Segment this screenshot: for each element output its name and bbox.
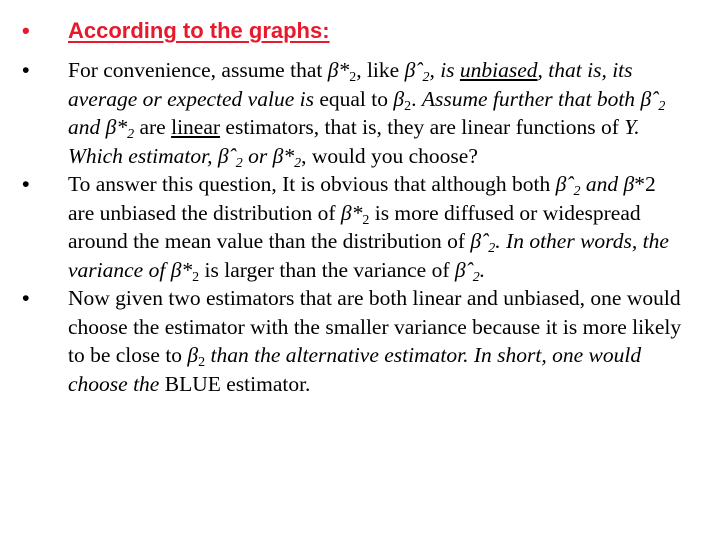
linear-term: linear [171,115,221,139]
title-bullet: • [22,18,30,43]
bullet: • [22,172,30,196]
bullet: • [22,58,30,82]
list-item-answer: • To answer this question, It is obvious that although both βˆ$_2$ and β*2 are unbiased the distribution of $\beta*_2$ is more diffused or widespread around the mean value than the distribution of βˆ$_2$. In other words, the variance of $\beta*_2$ is larger than the variance of βˆ$_2$. [22,172,669,285]
bullet-list [22,56,682,398]
bullet: • [22,286,30,310]
list-item-blue: • Now given two estimators that are both linear and unbiased, one would choose the estimator with the smaller variance because it is more likely to be close to $\beta_2$ than the alternative estimator. In short, one would choose the BLUE estimator. [22,286,682,396]
title-text: According to the graphs: [68,18,330,43]
unbiased-term: unbiased [459,58,538,82]
slide-title [22,18,330,44]
list-item-convenience: • For convenience, assume that $\beta*_2$, like βˆ$_2$, is unbiased, that is, its average or expected value is equal to $\beta_2$. Assume further that both βˆ$_2$ and $\beta*_2$ are linear estimators, that is, they are linear functions of Y. Which estimator, βˆ$_2$ or $\beta*_2$, would you choose? [22,58,666,171]
